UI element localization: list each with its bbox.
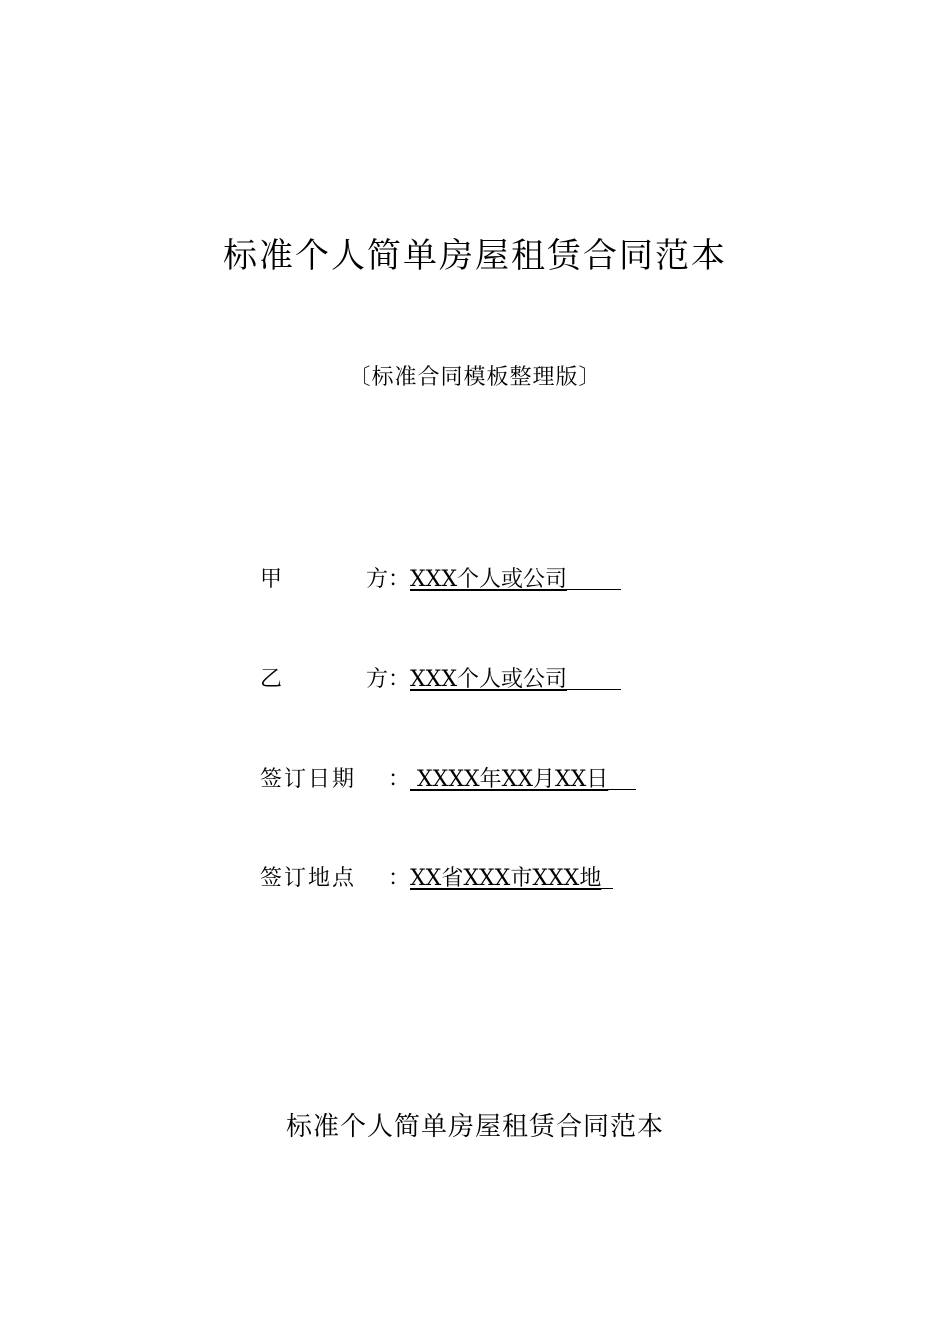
- sign-place-label: 签订地点: [260, 866, 357, 891]
- sign-place-value: XX省XXX市XXX地: [410, 866, 602, 891]
- document-subtitle: 〔标准合同模板整理版〕: [348, 365, 602, 390]
- party-a-colon: ：: [388, 567, 411, 592]
- party-b-label: 乙 方: [260, 667, 388, 692]
- party-b-underline: [567, 667, 621, 690]
- sign-date-label: 签订日期: [260, 767, 357, 792]
- party-b-field: [260, 662, 621, 693]
- sign-date-value: XXXX年XX月XX日: [410, 767, 609, 792]
- party-a-underline: [567, 567, 621, 590]
- sign-date-underline: [608, 767, 636, 790]
- party-a-label: 甲 方: [260, 567, 388, 592]
- party-a-field: [260, 562, 621, 593]
- party-b-colon: ：: [388, 667, 411, 692]
- sign-place-colon: ：: [388, 866, 411, 891]
- sign-place-field: [260, 861, 613, 892]
- sign-date-field: [260, 762, 636, 793]
- party-b-value: XXX个人或公司: [410, 667, 568, 692]
- sign-place-underline: [601, 866, 613, 889]
- footer-title: 标准个人简单房屋租赁合同范本: [285, 1112, 664, 1142]
- sign-date-colon: ：: [388, 767, 411, 792]
- party-a-value: XXX个人或公司: [410, 567, 568, 592]
- document-title: 标准个人简单房屋租赁合同范本: [223, 236, 727, 276]
